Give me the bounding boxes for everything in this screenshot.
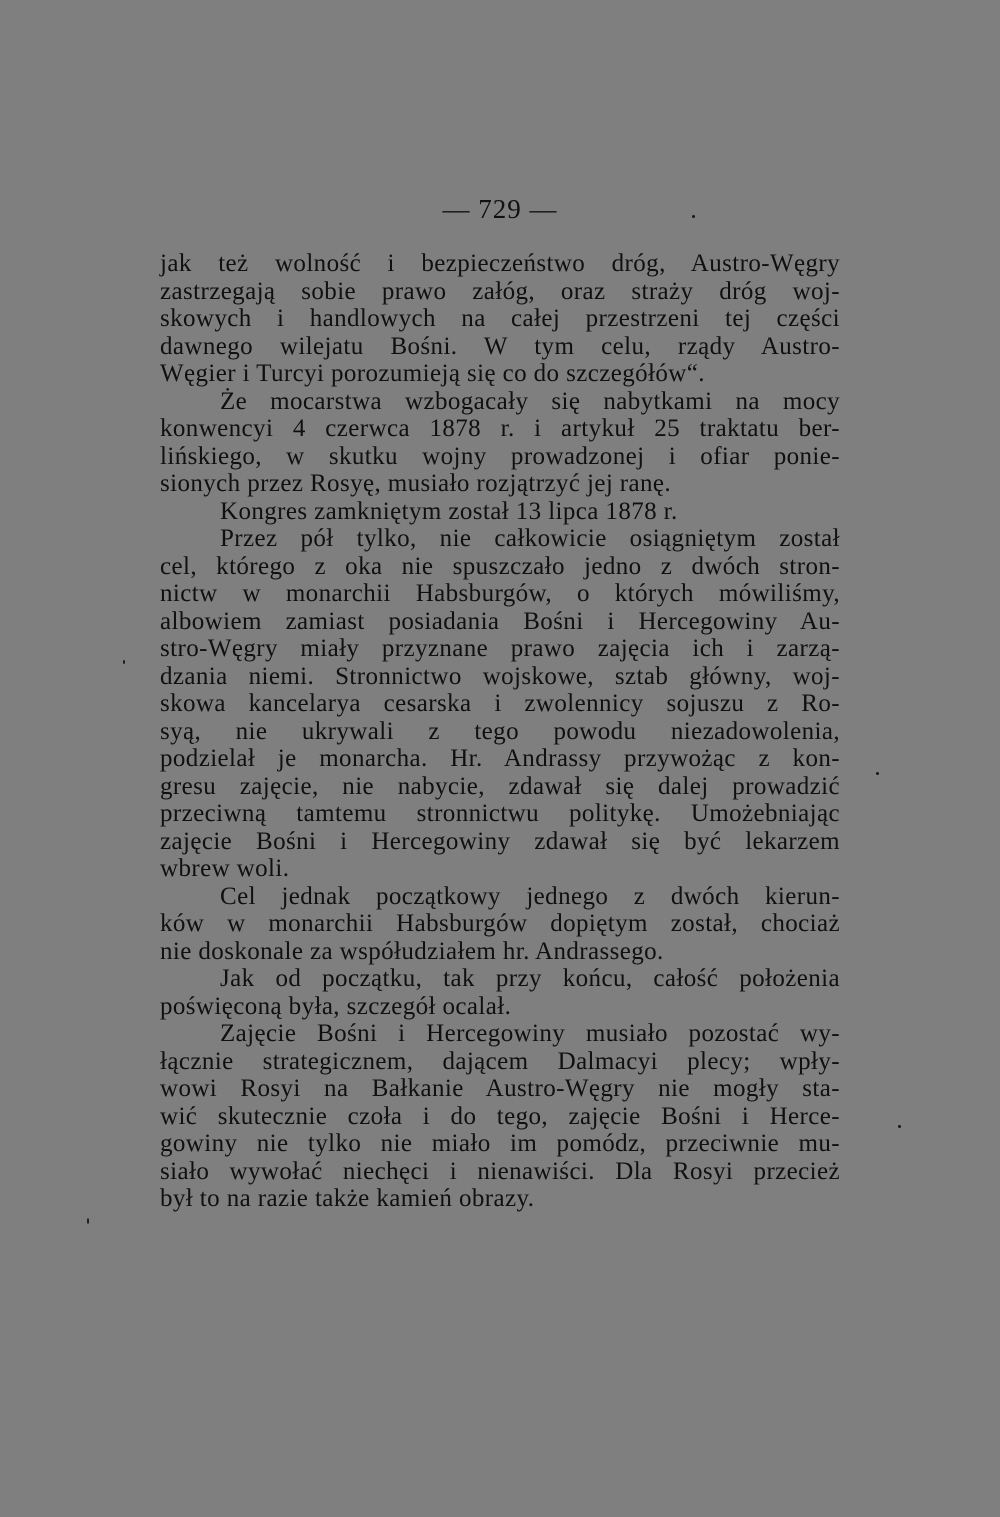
scan-speck (898, 1125, 901, 1128)
scan-speck (123, 660, 125, 664)
text-line: wić skutecznie czoła i do tego, zajęcie Bośni i Herce- (160, 1102, 840, 1130)
text-line: albowiem zamiast posiadania Bośni i Hercegowiny Au- (160, 607, 840, 635)
text-line: nie doskonale za współudziałem hr. Andrassego. (160, 937, 664, 965)
text-line: skowych i handlowych na całej przestrzeni tej części (160, 305, 840, 332)
scan-speck (87, 1218, 89, 1224)
text-line: przeciwną tamtemu stronnictwu politykę. Umożebniając (160, 800, 840, 827)
text-line: dzania niemi. Stronnictwo wojskowe, sztab główny, woj- (160, 662, 840, 690)
body-text (160, 250, 840, 1213)
text-line: Węgier i Turcyi porozumieją się co do szczegółów“. (160, 360, 705, 387)
text-line: Że mocarstwa wzbogacały się nabytkami na mocy (220, 387, 840, 415)
text-line: nictw w monarchii Habsburgów, o których mówiliśmy, (160, 580, 840, 607)
text-line: wbrew woli. (160, 855, 290, 882)
text-line: wowi Rosyi na Bałkanie Austro-Węgry nie mogły sta- (160, 1075, 840, 1102)
text-line: jak też wolność i bezpieczeństwo dróg, Austro-Węgry (160, 250, 840, 277)
text-line: zajęcie Bośni i Hercegowiny zdawał się być lekarzem (160, 827, 840, 855)
text-line: cel, którego z oka nie spuszczało jedno z dwóch stron- (160, 552, 840, 580)
text-line: skowa kancelarya cesarska i zwolennicy sojuszu z Ro- (160, 690, 840, 717)
text-line: konwencyi 4 czerwca 1878 r. i artykuł 25 traktatu ber- (160, 415, 840, 442)
text-line: ków w monarchii Habsburgów dopiętym został, chociaż (160, 910, 840, 937)
scan-speck (692, 215, 695, 218)
text-line: Cel jednak początkowy jednego z dwóch kierun- (220, 882, 840, 910)
text-line: Jak od początku, tak przy końcu, całość położenia (220, 965, 840, 992)
text-line: dawnego wilejatu Bośni. W tym celu, rządy Austro- (160, 332, 840, 360)
text-line: był to na razie także kamień obrazy. (160, 1185, 535, 1212)
page-number: — 729 — (442, 194, 558, 224)
text-line: stro-Węgry miały przyznane prawo zajęcia ich i zarzą- (160, 635, 840, 662)
scan-speck (876, 772, 879, 775)
text-line: syą, nie ukrywali z tego powodu niezadowolenia, (160, 717, 840, 745)
text-line: poświęconą była, szczegół ocalał. (160, 992, 512, 1020)
text-line: sionych przez Rosyę, musiało rozjątrzyć jej ranę. (160, 470, 672, 497)
text-line: Przez pół tylko, nie całkowicie osiągniętym został (220, 525, 840, 552)
text-line: Zajęcie Bośni i Hercegowiny musiało pozostać wy- (220, 1020, 840, 1047)
text-line: zastrzegają sobie prawo załóg, oraz straży dróg woj- (160, 277, 840, 305)
text-line: gresu zajęcie, nie nabycie, zdawał się dalej prowadzić (160, 772, 840, 800)
text-line: lińskiego, w skutku wojny prowadzonej i ofiar ponie- (160, 442, 840, 470)
text-line: Kongres zamkniętym został 13 lipca 1878 r. (220, 497, 678, 525)
text-line: łącznie strategicznem, dającem Dalmacyi plecy; wpły- (160, 1047, 840, 1075)
text-line: gowiny nie tylko nie miało im pomódz, przeciwnie mu- (160, 1130, 840, 1157)
text-line: siało wywołać niechęci i nienawiści. Dla Rosyi przecież (160, 1157, 840, 1185)
text-line: podzielał je monarcha. Hr. Andrassy przywożąc z kon- (160, 745, 840, 772)
